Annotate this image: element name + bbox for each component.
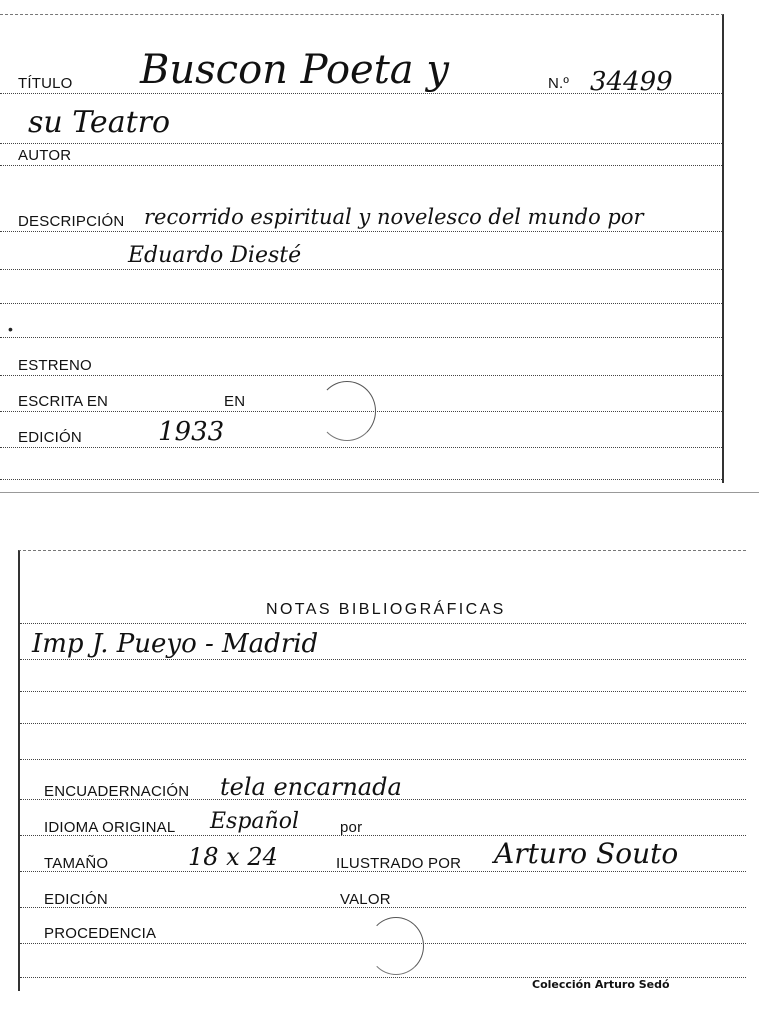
encuadernacion-label: ENCUADERNACIÓN (44, 783, 190, 800)
edicion-label: EDICIÓN (18, 429, 82, 446)
numero-value: 34499 (590, 67, 673, 97)
en-label: EN (224, 393, 246, 410)
edicion-value: 1933 (158, 417, 225, 447)
ruled-line (20, 759, 746, 760)
card-separator (0, 492, 759, 493)
autor-label: AUTOR (18, 147, 72, 164)
ruled-line (0, 479, 722, 480)
ruled-line (20, 659, 746, 660)
ruled-line (0, 269, 722, 270)
titulo-label: TÍTULO (18, 75, 73, 92)
ruled-line (0, 447, 722, 448)
notas-header: NOTAS BIBLIOGRÁFICAS (266, 601, 506, 618)
collection-footer: Colección Arturo Sedó (532, 978, 670, 991)
numero-label: N.º (548, 75, 570, 92)
descripcion-label: DESCRIPCIÓN (18, 213, 125, 230)
ruled-line (0, 231, 722, 232)
stamp-circle (368, 917, 424, 975)
descripcion-value-line1: recorrido espiritual y novelesco del mundo por (144, 205, 644, 229)
ink-dot: • (8, 321, 13, 337)
titulo-value-line2: su Teatro (28, 105, 171, 140)
ruled-line (0, 303, 722, 304)
notas-value: Imp J. Pueyo - Madrid (32, 629, 319, 659)
procedencia-label: PROCEDENCIA (44, 925, 157, 942)
estreno-label: ESTRENO (18, 357, 92, 374)
catalog-card-notes (18, 550, 746, 991)
por-label: por (340, 819, 363, 836)
escrita-en-label: ESCRITA EN (18, 393, 109, 410)
idioma-label: IDIOMA ORIGINAL (44, 819, 176, 836)
ruled-line (0, 337, 722, 338)
ruled-line (20, 623, 746, 624)
ilustrado-value: Arturo Souto (494, 837, 679, 870)
catalog-card-title (0, 14, 724, 483)
ruled-line (0, 375, 722, 376)
ruled-line (20, 723, 746, 724)
descripcion-value-line2: Eduardo Diesté (128, 243, 302, 268)
ruled-line (0, 143, 722, 144)
encuadernacion-value: tela encarnada (220, 773, 402, 801)
ruled-line (20, 691, 746, 692)
tamano-label: TAMAÑO (44, 855, 109, 872)
titulo-value-line1: Buscon Poeta y (140, 47, 449, 93)
stamp-circle (318, 381, 376, 441)
ruled-line (0, 165, 722, 166)
idioma-value: Español (210, 809, 299, 834)
ilustrado-label: ILUSTRADO POR (336, 855, 462, 872)
edicion-label-2: EDICIÓN (44, 891, 108, 908)
valor-label: VALOR (340, 891, 391, 908)
tamano-value: 18 x 24 (188, 843, 278, 871)
